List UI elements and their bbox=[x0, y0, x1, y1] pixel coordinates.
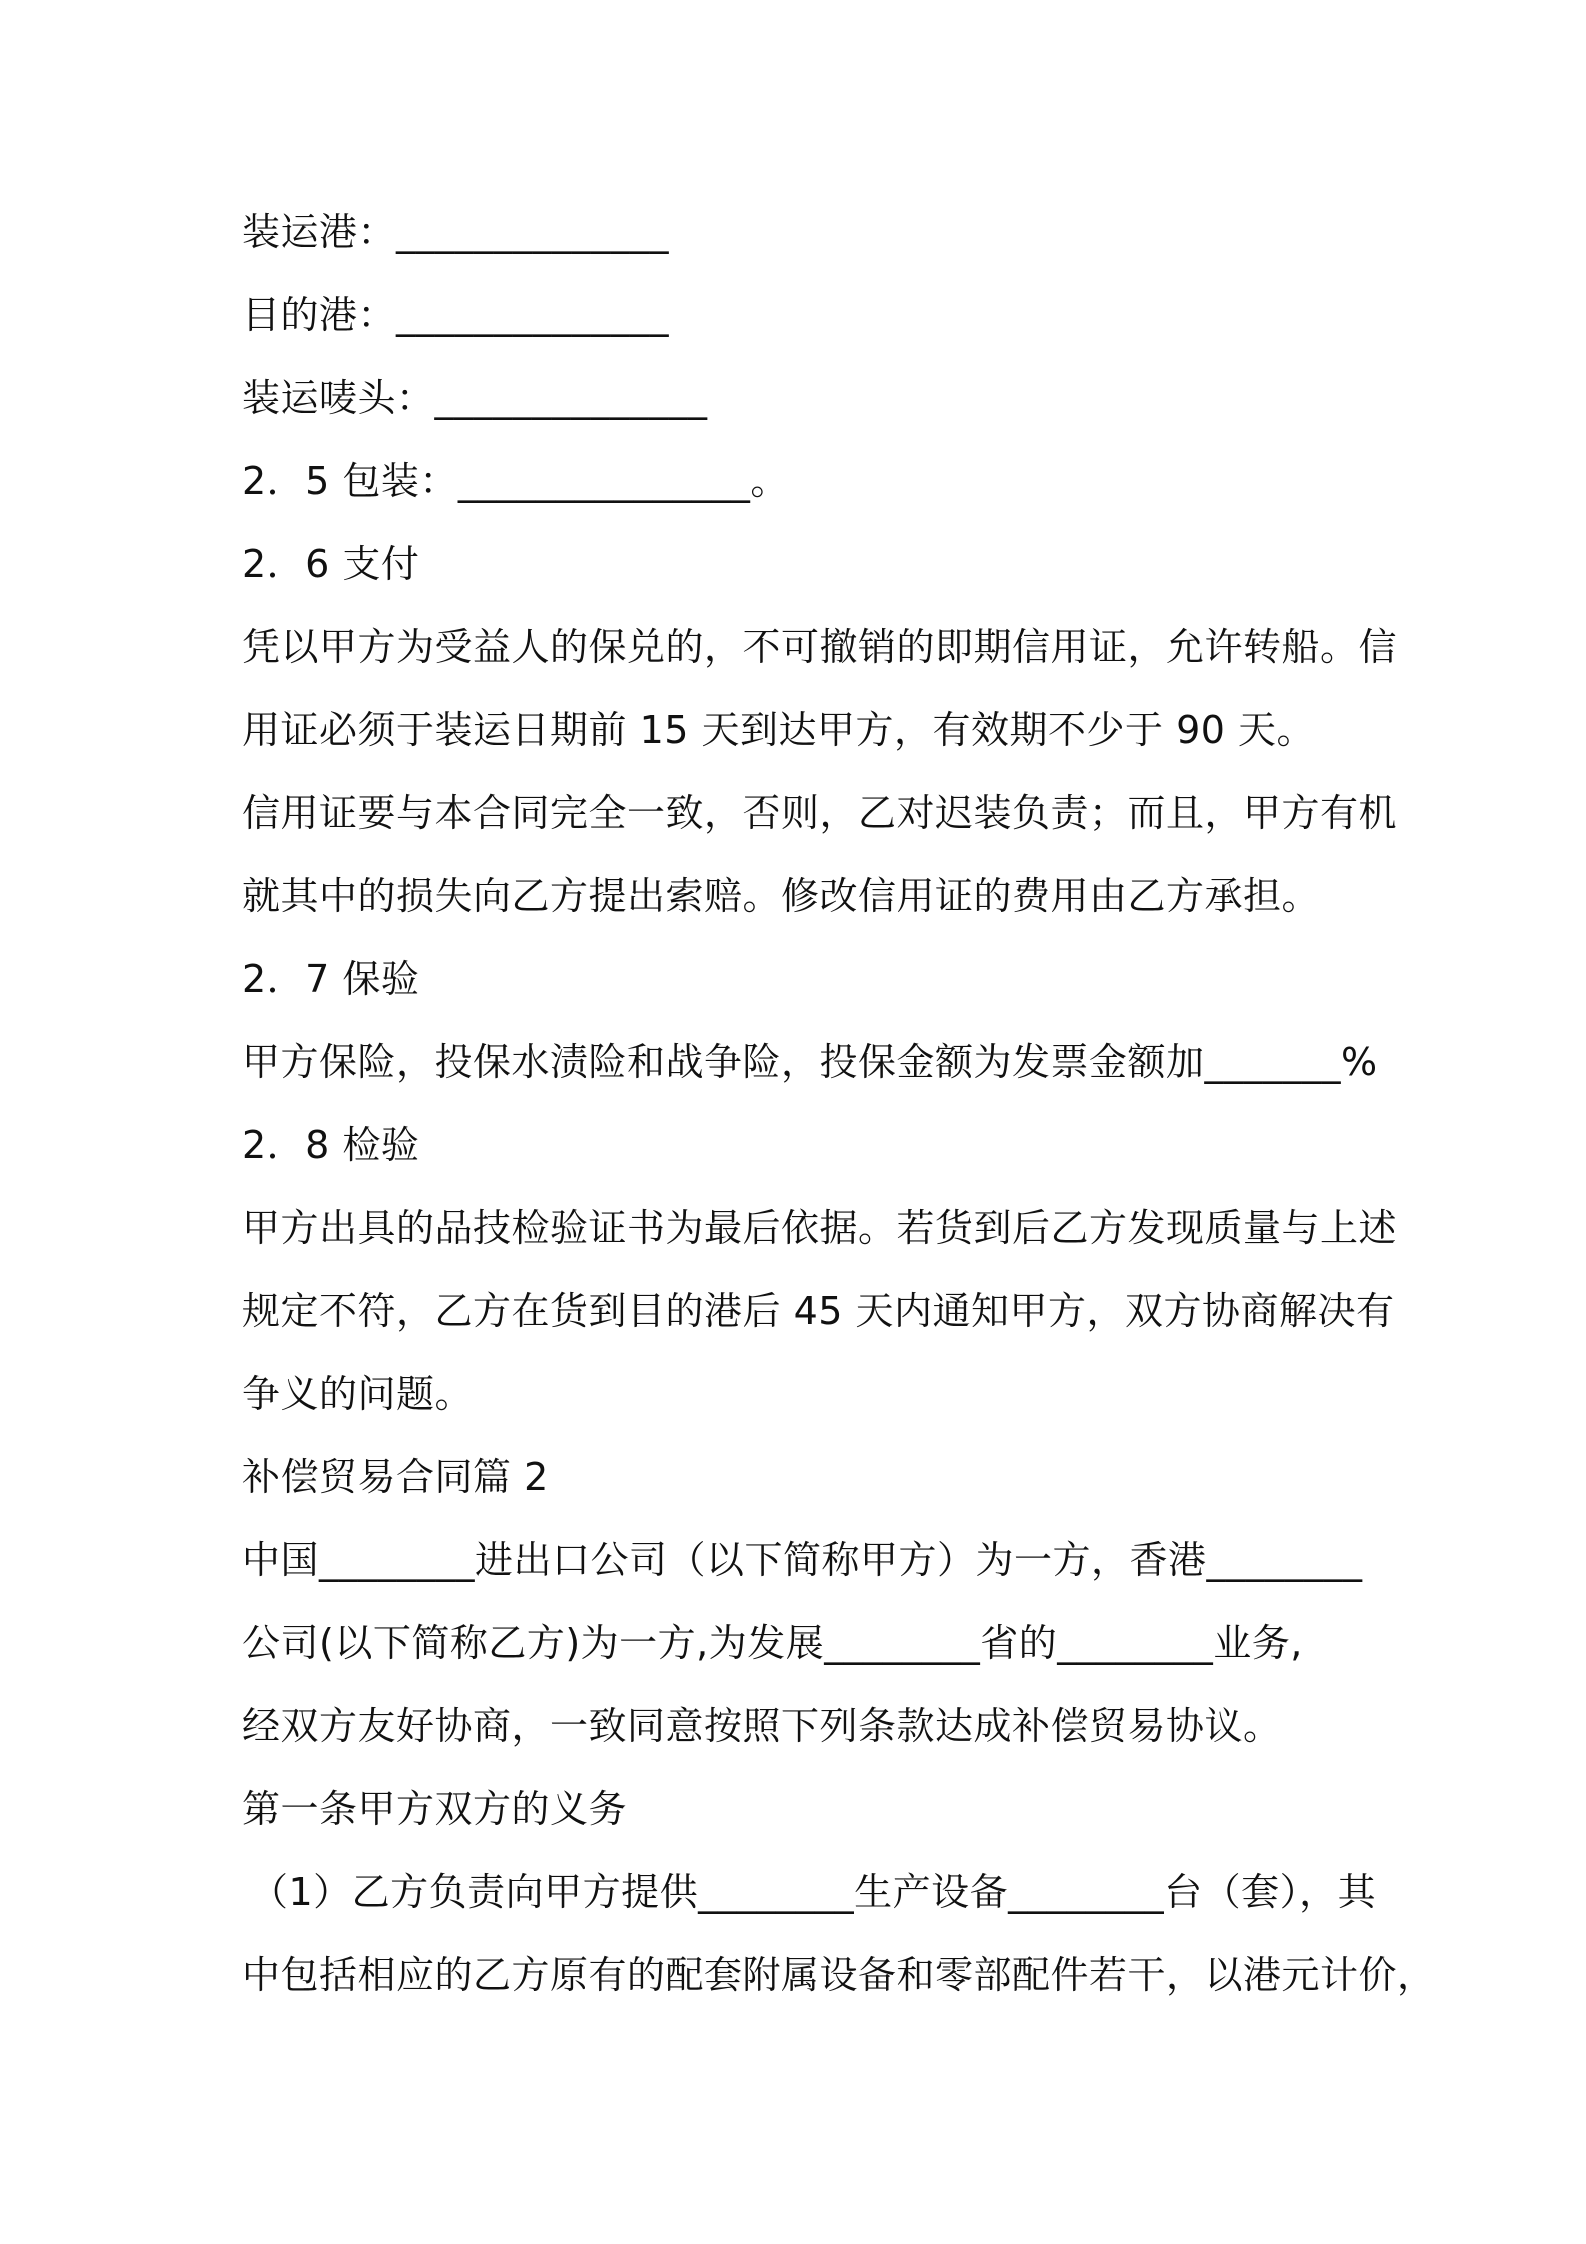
insurance-heading: 2．7 保验 bbox=[242, 957, 420, 1001]
payment-paragraph-line-1: 凭以甲方为受益人的保兑的，不可撤销的即期信用证，允许转船。信 bbox=[242, 625, 1398, 669]
loading-port-line: 装运港：______________ bbox=[242, 210, 670, 254]
section-title: 补偿贸易合同篇 2 bbox=[242, 1455, 549, 1499]
contract-intro-line-2: 公司(以下简称乙方)为一方,为发展________省的________业务, bbox=[242, 1621, 1303, 1665]
inspection-heading: 2．8 检验 bbox=[242, 1123, 420, 1167]
payment-heading: 2．6 支付 bbox=[242, 542, 420, 586]
inspection-paragraph-line-3: 争义的问题。 bbox=[242, 1372, 474, 1416]
inspection-paragraph-line-1: 甲方出具的品技检验证书为最后依据。若货到后乙方发现质量与上述 bbox=[242, 1206, 1398, 1250]
insurance-paragraph: 甲方保险，投保水渍险和战争险，投保金额为发票金额加_______% bbox=[242, 1040, 1378, 1084]
payment-paragraph-line-2: 用证必须于装运日期前 15 天到达甲方，有效期不少于 90 天。 bbox=[242, 708, 1316, 752]
article-one-heading: 第一条甲方双方的义务 bbox=[242, 1787, 628, 1831]
lc-paragraph-line-1: 信用证要与本合同完全一致，否则，乙对迟装负责；而且，甲方有机 bbox=[242, 791, 1398, 835]
article-one-clause-line-2: 中包括相应的乙方原有的配套附属设备和零部配件若干，以港元计价， bbox=[242, 1953, 1436, 1997]
packing-line: 2．5 包装：_______________。 bbox=[242, 459, 789, 503]
lc-paragraph-line-2: 就其中的损失向乙方提出索赔。修改信用证的费用由乙方承担。 bbox=[242, 874, 1321, 918]
shipping-mark-line: 装运唛头：______________ bbox=[242, 376, 708, 420]
destination-port-line: 目的港：______________ bbox=[242, 293, 670, 337]
article-one-clause-line-1: （1）乙方负责向甲方提供________生产设备________台（套），其 bbox=[250, 1870, 1377, 1914]
contract-intro-line-3: 经双方友好协商，一致同意按照下列条款达成补偿贸易协议。 bbox=[242, 1704, 1282, 1748]
inspection-paragraph-line-2: 规定不符，乙方在货到目的港后 45 天内通知甲方，双方协商解决有 bbox=[242, 1289, 1395, 1333]
contract-intro-line-1: 中国________进出口公司（以下简称甲方）为一方，香港________ bbox=[242, 1538, 1363, 1582]
